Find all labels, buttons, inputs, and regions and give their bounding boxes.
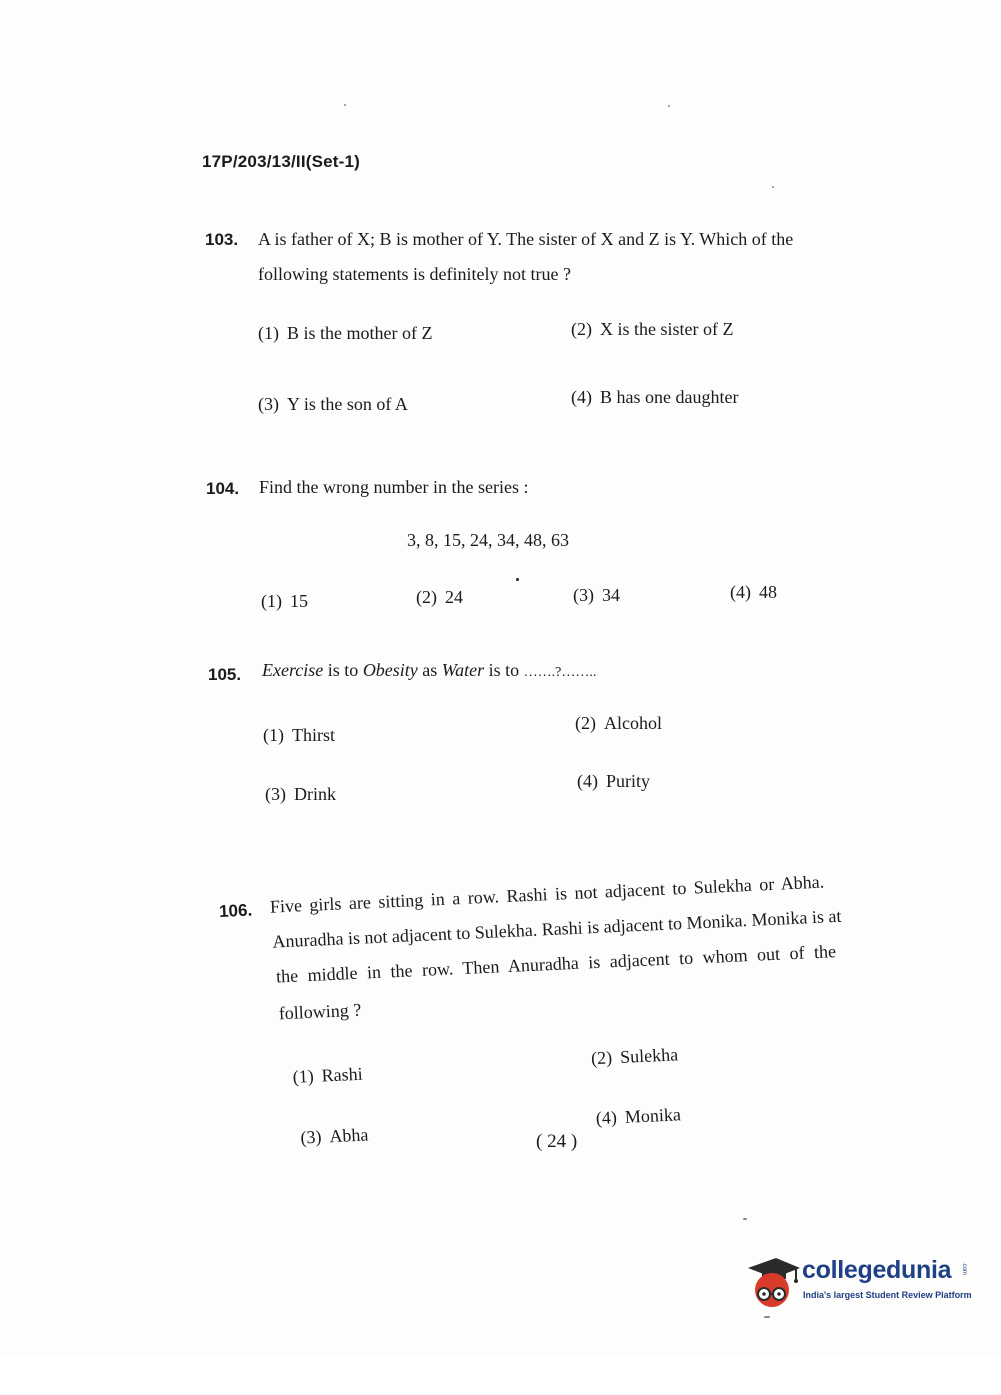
question-104-line-1: Find the wrong number in the series : (259, 477, 529, 497)
analogy-connector: is to (488, 660, 520, 680)
analogy-connector: as (422, 660, 438, 680)
option-text: 24 (445, 587, 463, 607)
option-text: Monika (624, 1104, 682, 1127)
option-number: (4) (577, 771, 598, 791)
option-text: Purity (606, 771, 651, 791)
analogy-blank: …….?…….. (523, 665, 597, 680)
option-text: B has one daughter (600, 387, 739, 407)
question-number-106: 106. (218, 900, 253, 922)
option-text: 15 (290, 591, 308, 611)
option-number: (2) (590, 1047, 613, 1069)
q106-option-4 (595, 1104, 681, 1129)
option-text: X is the sister of Z (600, 319, 734, 339)
option-number: (2) (571, 319, 592, 339)
option-number: (2) (416, 587, 437, 607)
question-number-105: 105. (208, 665, 242, 684)
analogy-word-3: Water (441, 660, 485, 680)
question-106-line-2: Anuradha is not adjacent to Sulekha. Rashi is adjacent to Monika. Monika is at (272, 905, 842, 952)
option-text: Sulekha (619, 1044, 679, 1067)
option-number: (4) (595, 1107, 618, 1129)
q106-option-2 (591, 1044, 679, 1069)
option-number: (2) (575, 713, 596, 733)
logo-wordmark: collegedunia (802, 1256, 952, 1284)
analogy-word-1: Exercise (262, 660, 324, 680)
option-number: (3) (299, 1126, 322, 1148)
question-106-line-4: following ? (278, 999, 362, 1024)
option-text: B is the mother of Z (287, 323, 433, 343)
option-text: Drink (294, 784, 336, 804)
q106-option-1 (292, 1064, 363, 1088)
option-number: (1) (258, 323, 279, 343)
option-number: (4) (571, 387, 592, 407)
logo-suffix: .com (961, 1262, 967, 1276)
page-number: ( 24 ) (536, 1131, 578, 1152)
analogy-word-2: Obesity (362, 660, 418, 680)
option-text: Rashi (321, 1063, 364, 1086)
student-mascot-icon (742, 1252, 800, 1310)
question-number-104: 104. (206, 479, 240, 498)
option-text: Alcohol (604, 713, 662, 733)
option-number: (3) (265, 784, 286, 804)
option-number: (1) (261, 591, 282, 611)
option-text: Abha (328, 1124, 369, 1147)
paper-code: 17P/203/13/II(Set-1) (202, 152, 361, 171)
logo-tagline: India's largest Student Review Platform (803, 1290, 972, 1300)
option-number: (3) (258, 394, 279, 414)
question-103-line-1: A is father of X; B is mother of Y. The sister of X and Z is Y. Which of the (258, 229, 794, 249)
analogy-connector: is to (327, 660, 359, 680)
option-text: Y is the son of A (287, 394, 408, 414)
collegedunia-logo[interactable] (742, 1250, 972, 1310)
option-text: 34 (602, 585, 620, 605)
option-text: 48 (759, 582, 777, 602)
option-number: (1) (292, 1065, 315, 1087)
option-number: (3) (573, 585, 594, 605)
question-106-line-3: the middle in the row. Then Anuradha is adjacent to whom out of the (275, 941, 837, 987)
option-number: (4) (730, 582, 751, 602)
option-text: Thirst (292, 725, 335, 745)
number-series: 3, 8, 15, 24, 34, 48, 63 (407, 530, 569, 550)
question-number-103: 103. (205, 230, 239, 249)
question-106-line-1: Five girls are sitting in a row. Rashi is not adjacent to Sulekha or Abha. (269, 871, 825, 917)
question-103-line-2: following statements is definitely not true ? (258, 264, 571, 284)
option-number: (1) (263, 725, 284, 745)
q106-option-3 (300, 1125, 369, 1149)
